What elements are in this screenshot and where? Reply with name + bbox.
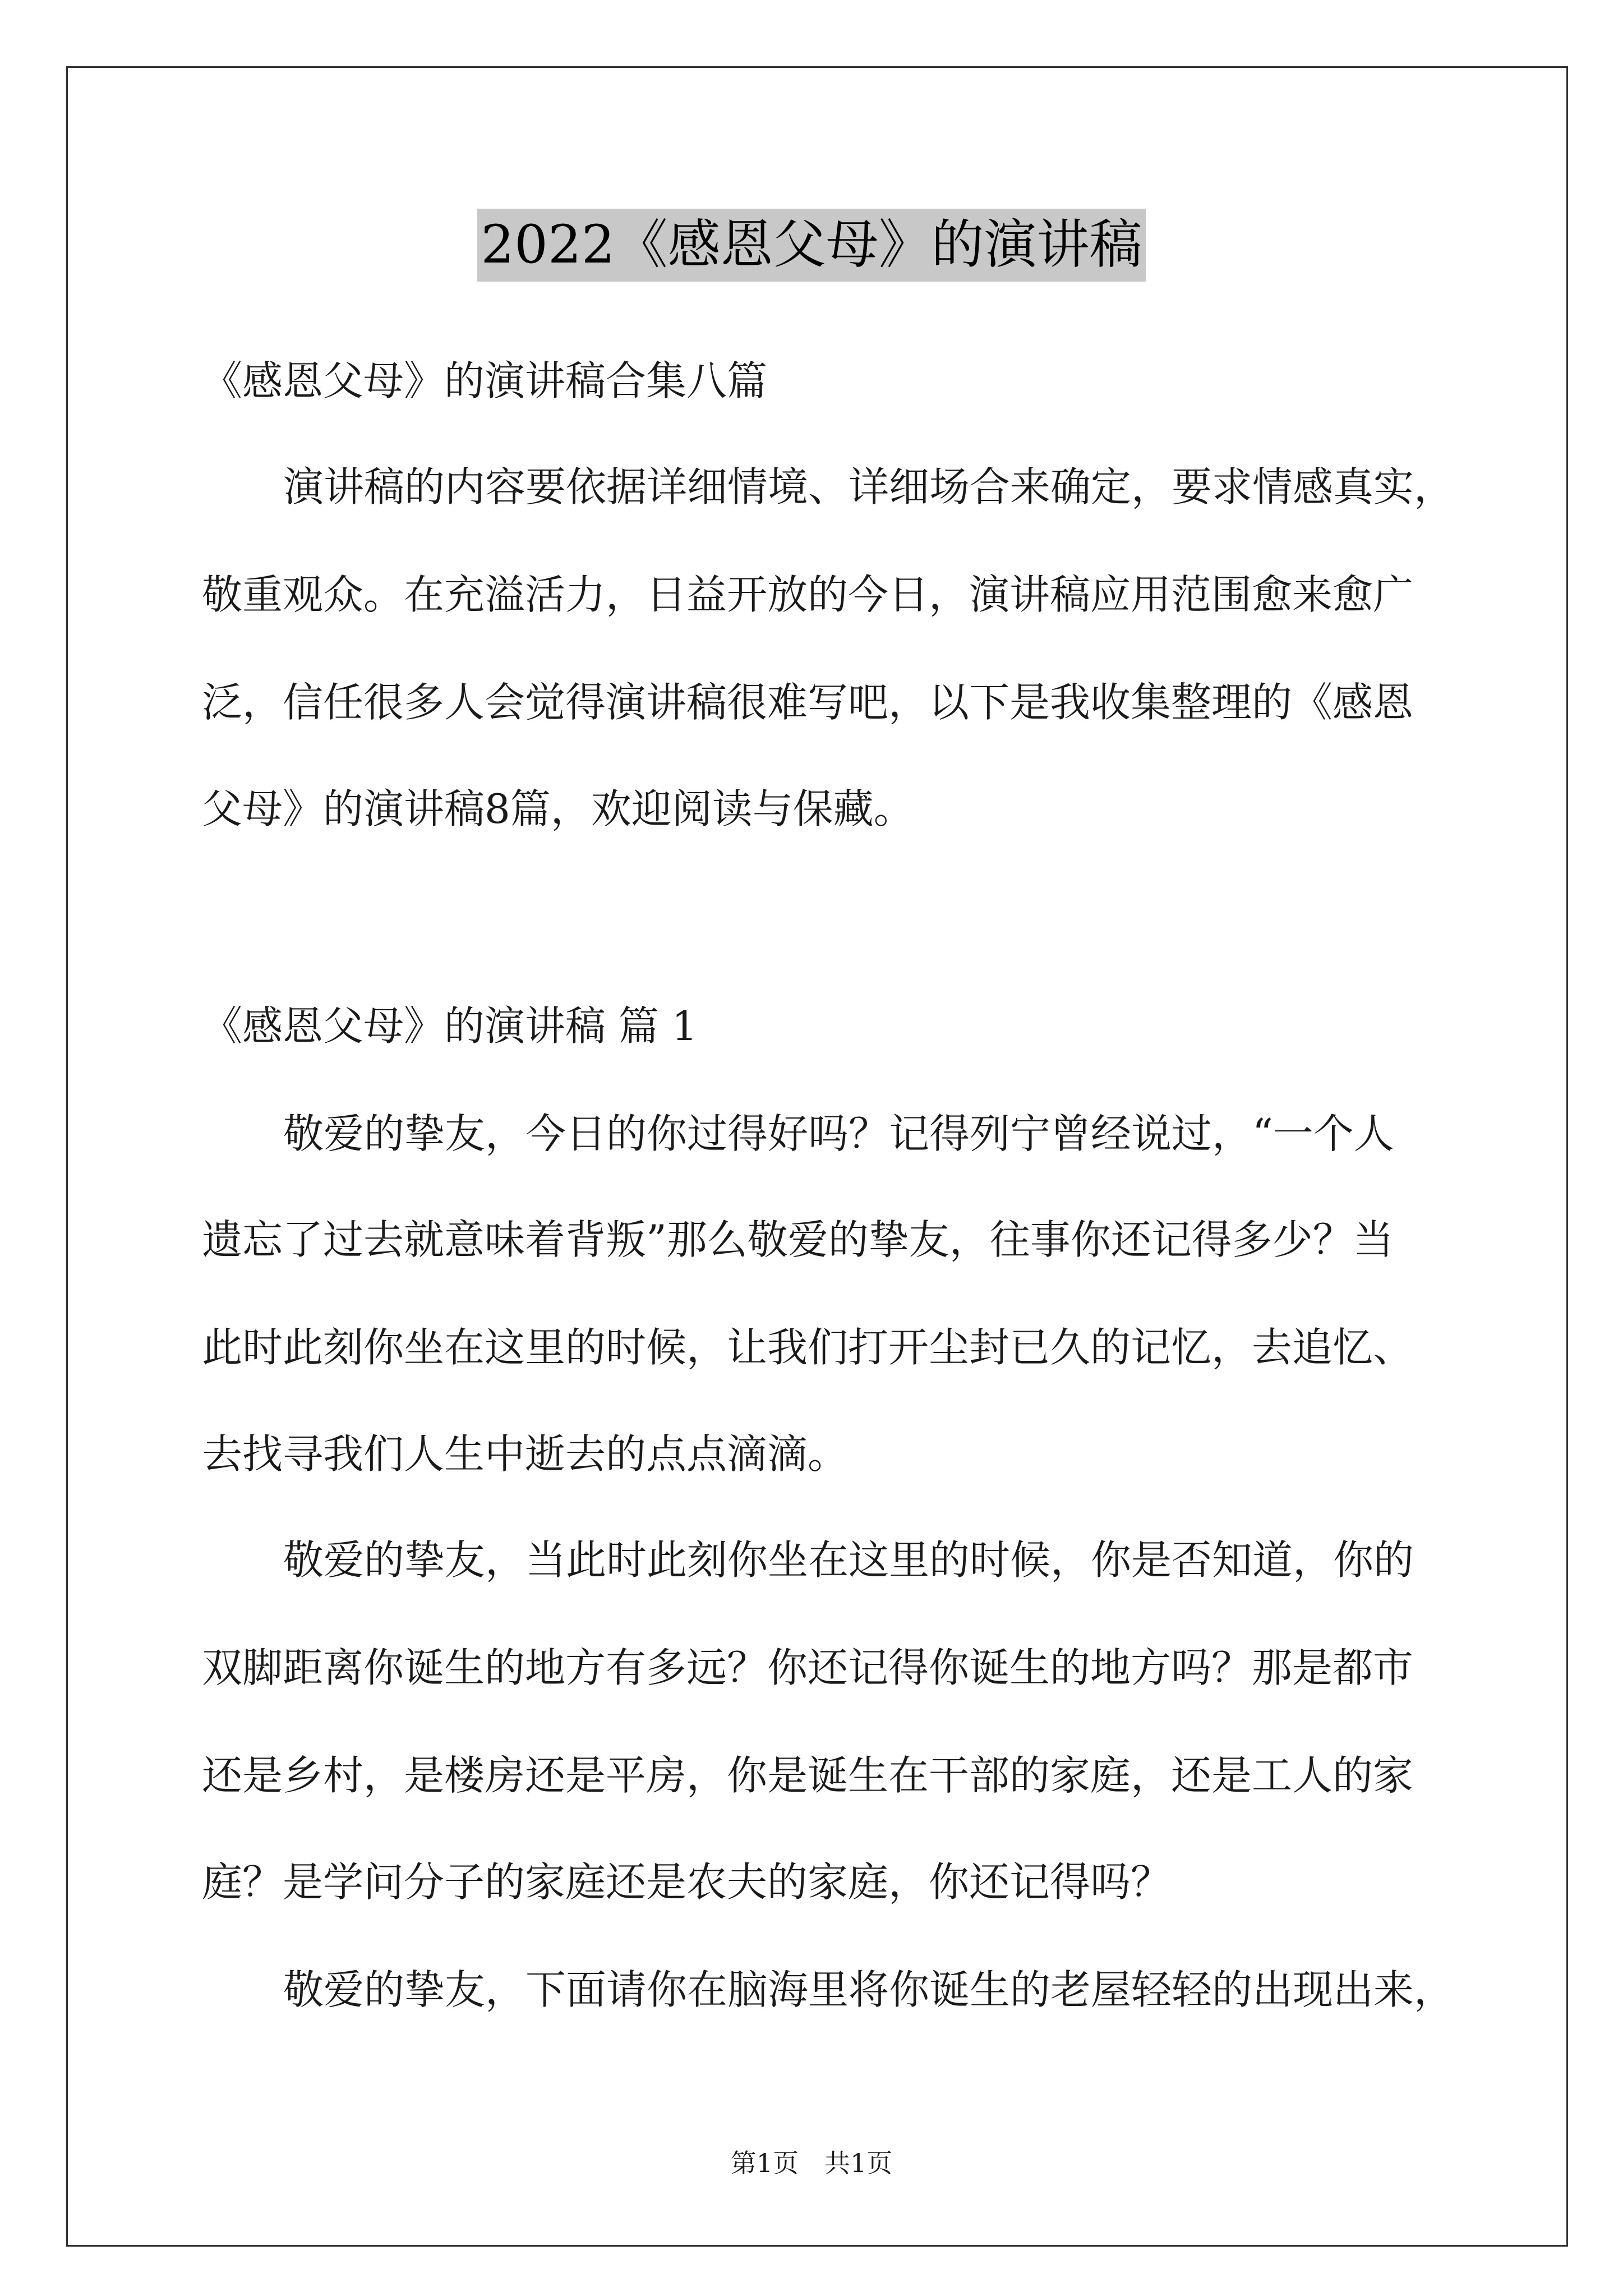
intro-line-1: 演讲稿的内容要依据详细情境、详细场合来确定，要求情感真实，	[283, 463, 1455, 510]
paragraph-1-line-2: 遗忘了过去就意味着背叛”那么敬爱的挚友，往事你还记得多少？当	[202, 1216, 1394, 1263]
paragraph-2-line-3: 还是乡村，是楼房还是平房，你是诞生在干部的家庭，还是工人的家	[202, 1752, 1414, 1799]
document-subtitle: 《感恩父母》的演讲稿合集八篇	[202, 357, 768, 404]
paragraph-3-line-1: 敬爱的挚友，下面请你在脑海里将你诞生的老屋轻轻的出现出来，	[283, 1966, 1455, 2013]
paragraph-1-line-3: 此时此刻你坐在这里的时候，让我们打开尘封已久的记忆，去追忆、	[202, 1324, 1414, 1371]
intro-line-3: 泛，信任很多人会觉得演讲稿很难写吧，以下是我收集整理的《感恩	[202, 679, 1414, 726]
title-container	[0, 209, 1623, 282]
paragraph-1-line-4: 去找寻我们人生中逝去的点点滴滴。	[202, 1430, 849, 1478]
intro-line-2: 敬重观众。在充溢活力，日益开放的今日，演讲稿应用范围愈来愈广	[202, 571, 1414, 618]
paragraph-2-line-2: 双脚距离你诞生的地方有多远？你还记得你诞生的地方吗？那是都市	[202, 1644, 1414, 1691]
section-heading: 《感恩父母》的演讲稿 篇 1	[202, 1002, 698, 1050]
intro-line-4: 父母》的演讲稿8篇，欢迎阅读与保藏。	[202, 785, 914, 832]
paragraph-2-line-4: 庭？是学问分子的家庭还是农夫的家庭，你还记得吗？	[202, 1858, 1172, 1906]
paragraph-2-line-1: 敬爱的挚友，当此时此刻你坐在这里的时候，你是否知道，你的	[283, 1536, 1414, 1584]
document-title: 2022《感恩父母》的演讲稿	[477, 209, 1145, 282]
paragraph-1-line-1: 敬爱的挚友，今日的你过得好吗？记得列宁曾经说过，“一个人	[283, 1110, 1394, 1157]
page-footer: 第1页 共1页	[730, 2148, 893, 2178]
